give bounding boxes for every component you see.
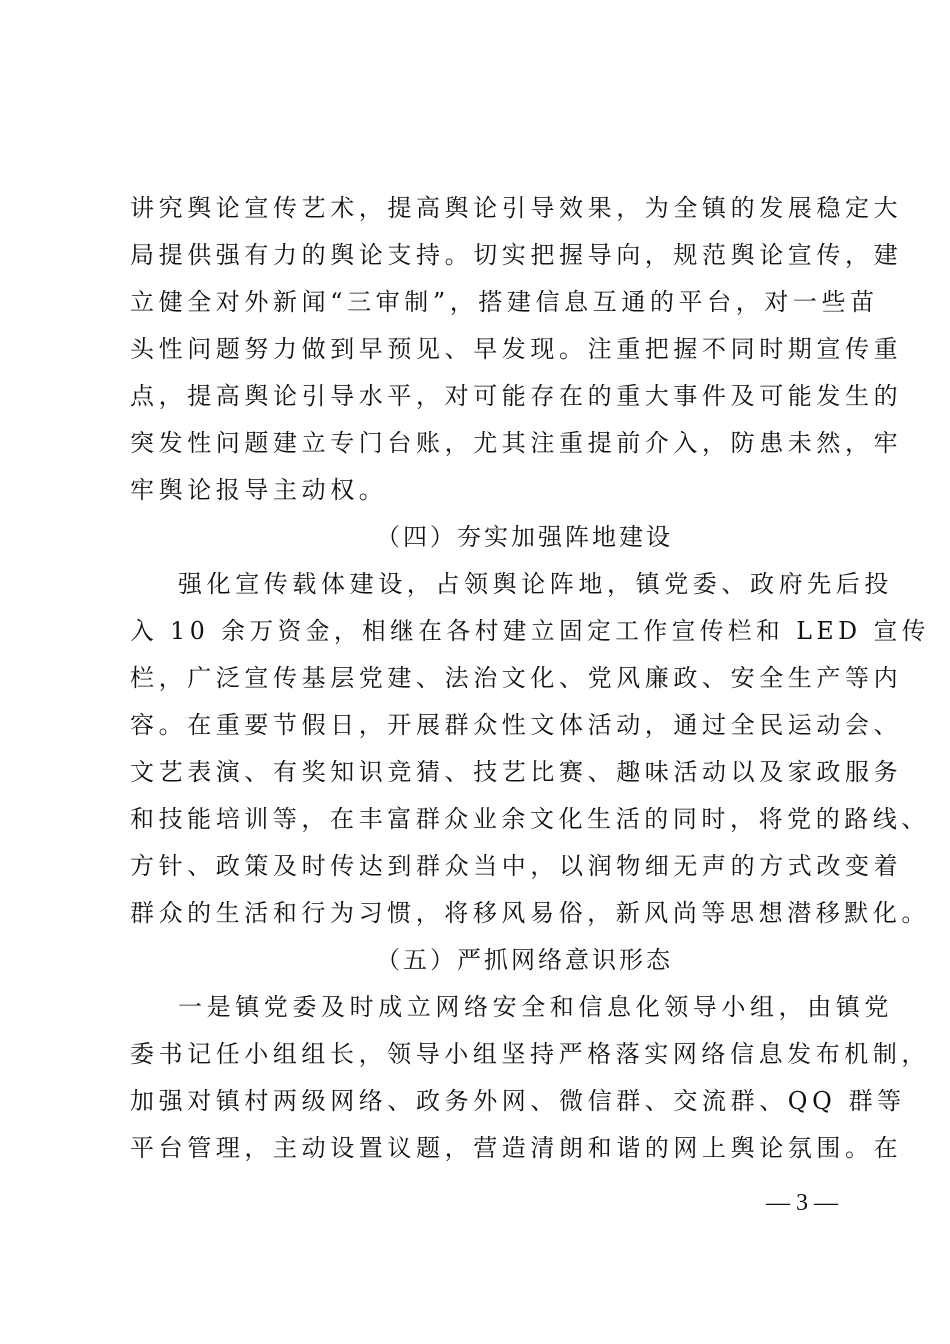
paragraph-line: 突发性问题建立专门台账，尤其注重提前介入，防患未然，牢	[130, 429, 903, 457]
paragraph-line: 加强对镇村两级网络、政务外网、微信群、交流群、QQ 群等	[130, 1087, 906, 1115]
paragraph-line: 容。在重要节假日，开展群众性文体活动，通过全民运动会、	[130, 711, 903, 739]
paragraph-line: 委书记任小组组长，领导小组坚持严格落实网络信息发布机制，	[130, 1040, 931, 1068]
section-heading-5: （五）严抓网络意识形态	[376, 946, 673, 974]
paragraph-line: 立健全对外新闻“三审制”，搭建信息互通的平台，对一些苗	[130, 288, 879, 316]
paragraph-line: 文艺表演、有奖知识竞猜、技艺比赛、趣味活动以及家政服务	[130, 758, 903, 786]
paragraph-line: 方针、政策及时传达到群众当中，以润物细无声的方式改变着	[130, 852, 903, 880]
paragraph-line: 和技能培训等，在丰富群众业余文化生活的同时，将党的路线、	[130, 805, 931, 833]
paragraph-line: 一是镇党委及时成立网络安全和信息化领导小组，由镇党	[178, 993, 893, 1021]
paragraph-line: 点，提高舆论引导水平，对可能存在的重大事件及可能发生的	[130, 382, 903, 410]
paragraph-line: 入 10 余万资金，相继在各村建立固定工作宣传栏和 LED 宣传	[130, 617, 930, 645]
paragraph-line: 栏，广泛宣传基层党建、法治文化、党风廉政、安全生产等内	[130, 664, 903, 692]
paragraph-line: 群众的生活和行为习惯，将移风易俗，新风尚等思想潜移默化。	[130, 899, 931, 927]
paragraph-line: 局提供强有力的舆论支持。切实把握导向，规范舆论宣传，建	[130, 241, 903, 269]
page-number: — 3 —	[766, 1190, 838, 1216]
paragraph-line: 头性问题努力做到早预见、早发现。注重把握不同时期宣传重	[130, 335, 903, 363]
paragraph-line: 牢舆论报导主动权。	[130, 476, 388, 504]
paragraph-line: 平台管理，主动设置议题，营造清朗和谐的网上舆论氛围。在	[130, 1134, 903, 1162]
section-heading-4: （四）夯实加强阵地建设	[376, 523, 673, 551]
paragraph-line: 讲究舆论宣传艺术，提高舆论引导效果，为全镇的发展稳定大	[130, 194, 903, 222]
paragraph-line: 强化宣传载体建设，占领舆论阵地，镇党委、政府先后投	[178, 570, 893, 598]
